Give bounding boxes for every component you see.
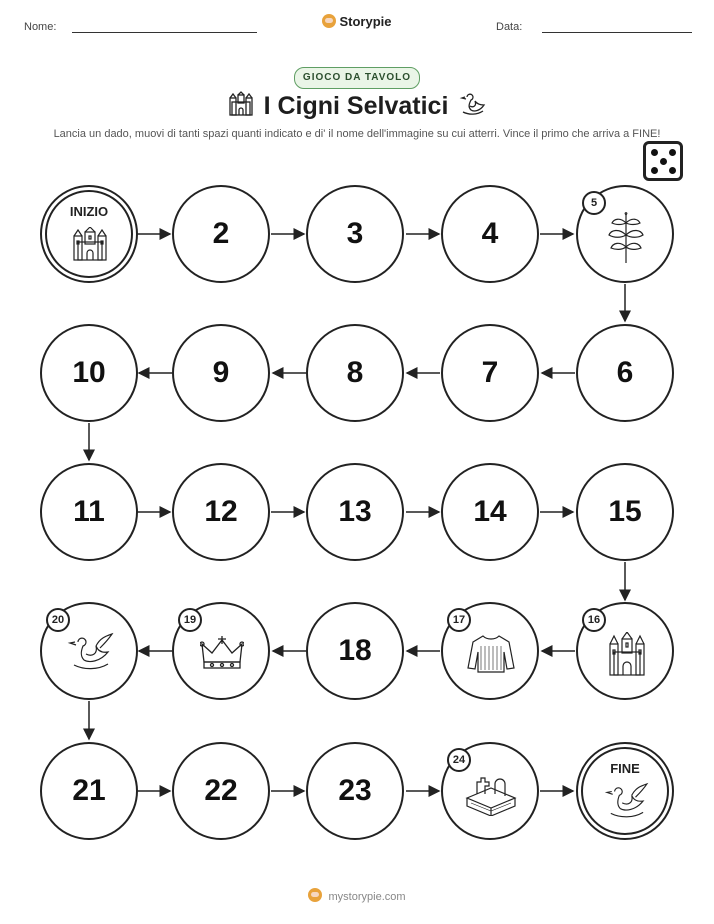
graveyard-icon	[465, 774, 517, 821]
cell-number: 15	[608, 495, 642, 528]
castle-icon	[608, 632, 646, 681]
board-cell-6[interactable]	[576, 324, 674, 422]
sweater-icon	[467, 634, 515, 679]
board-cell-finish[interactable]	[576, 742, 674, 840]
cell-number: 10	[72, 356, 106, 389]
cell-badge-17: 17	[447, 608, 471, 632]
board-cell-22[interactable]	[172, 742, 270, 840]
title-text: I Cigni Selvatici	[263, 92, 449, 121]
cell-number: 9	[212, 356, 230, 389]
name-label: Nome:	[24, 21, 57, 33]
instructions: Lancia un dado, muovi di tanti spazi quanti indicato e di' il nome dell'immagine su cui atterri. Vince il primo che arriva a FINE!	[53, 128, 661, 140]
crown-icon	[200, 636, 244, 675]
board-cell-4[interactable]	[441, 185, 539, 283]
cell-badge-19: 19	[178, 608, 202, 632]
board-cell-3[interactable]	[306, 185, 404, 283]
board-cell-15[interactable]	[576, 463, 674, 561]
board-cell-10[interactable]	[40, 324, 138, 422]
board-cell-23[interactable]	[306, 742, 404, 840]
swan-icon	[603, 782, 649, 825]
board-cell-18[interactable]	[306, 602, 404, 700]
cell-number: 7	[481, 356, 499, 389]
cell-badge-20: 20	[46, 608, 70, 632]
board-cell-start[interactable]	[40, 185, 138, 283]
cell-number: 14	[473, 495, 507, 528]
cell-number: 8	[346, 356, 364, 389]
cell-badge-24: 24	[447, 748, 471, 772]
cell-number: 12	[204, 495, 238, 528]
date-label: Data:	[496, 21, 523, 33]
storypie-logo-icon	[308, 888, 322, 902]
cell-number: 23	[338, 774, 372, 807]
cell-number: 3	[346, 217, 364, 250]
cell-number: 13	[338, 495, 372, 528]
board-cell-13[interactable]	[306, 463, 404, 561]
cell-number: 4	[481, 217, 499, 250]
cell-number: 21	[72, 774, 106, 807]
castle-icon	[72, 227, 108, 266]
cell-number: 18	[338, 634, 372, 667]
board-cell-21[interactable]	[40, 742, 138, 840]
footer-url[interactable]: mystorypie.com	[328, 891, 406, 903]
nettle-plant-icon	[606, 211, 646, 268]
category-badge: GIOCO DA TAVOLO	[294, 67, 420, 89]
finish-label: FINE	[610, 761, 640, 776]
board-cell-14[interactable]	[441, 463, 539, 561]
cell-number: 6	[616, 356, 634, 389]
board-cell-8[interactable]	[306, 324, 404, 422]
board-cell-2[interactable]	[172, 185, 270, 283]
board-cell-7[interactable]	[441, 324, 539, 422]
board-cell-9[interactable]	[172, 324, 270, 422]
swan-icon	[66, 632, 114, 677]
brand-name: Storypie	[339, 14, 392, 29]
cell-number: 11	[73, 495, 105, 528]
board-cell-12[interactable]	[172, 463, 270, 561]
footer	[0, 888, 714, 903]
cell-badge-5: 5	[582, 191, 606, 215]
board-cell-11[interactable]	[40, 463, 138, 561]
start-label: INIZIO	[69, 204, 109, 219]
cell-number: 22	[204, 774, 238, 807]
cell-badge-16: 16	[582, 608, 606, 632]
cell-number: 2	[212, 217, 230, 250]
